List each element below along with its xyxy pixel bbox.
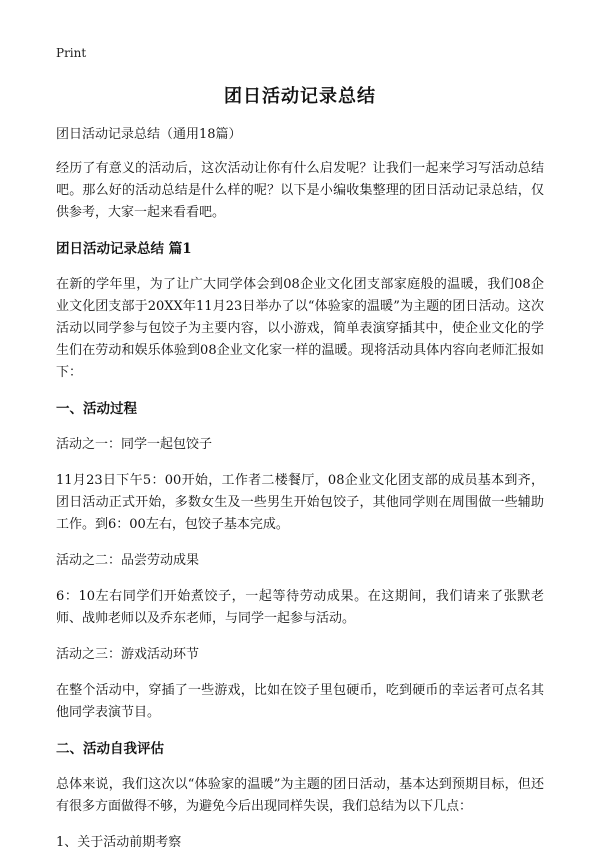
evaluation-point-1: 1、关于活动前期考察 — [56, 835, 182, 850]
page-title: 团日活动记录总结 — [224, 86, 376, 107]
section-heading-process: 一、活动过程 — [56, 401, 137, 417]
activity3-title: 活动之三：游戏活动环节 — [56, 647, 200, 662]
activity3-text: 在整个活动中，穿插了一些游戏，比如在饺子里包硬币，吃到硬币的幸运者可点名其他同学表演节目。 — [56, 683, 544, 720]
intro-paragraph: 经历了有意义的活动后，这次活动让你有什么启发呢？让我们一起来学习写活动总结吧。那么好的活动总结是什么样的呢？以下是小编收集整理的团日活动记录总结，仅供参考，大家一起来看看吧。 — [56, 161, 544, 220]
evaluation-paragraph: 总体来说，我们这次以“体验家的温暖”为主题的团日活动，基本达到预期目标，但还有很多方面做得不够，为避免今后出现同样失误，我们总结为以下几点： — [56, 777, 544, 814]
activity2-title: 活动之二：品尝劳动成果 — [56, 553, 200, 568]
article-heading: 团日活动记录总结 篇1 — [56, 241, 192, 257]
activity1-title: 活动之一：同学一起包饺子 — [56, 437, 213, 452]
article-intro-paragraph: 在新的学年里，为了让广大同学体会到08企业文化团支部家庭般的温暖，我们08企业文化团支部于20XX年11月23日举办了以“体验家的温暖”为主题的团日活动。这次活动以同学参与包饺子为主要内容，以小游戏，简单表演穿插其中，使企业文化的学生们在劳动和娱乐体验到08企业文化家一样的温暖。现将活动具体内容向老师汇报如下： — [56, 277, 544, 380]
document-subtitle: 团日活动记录总结（通用18篇） — [56, 127, 242, 142]
activity1-text: 11月23日下午5：00开始，工作者二楼餐厅，08企业文化团支部的成员基本到齐，团日活动正式开始，多数女生及一些男生开始包饺子，其他同学则在周围做一些辅助工作。到6：00左右，包饺子基本完成。 — [56, 473, 544, 532]
print-link[interactable]: Print — [56, 46, 87, 60]
activity2-text: 6：10左右同学们开始煮饺子，一起等待劳动成果。在这期间，我们请来了张默老师、战帅老师以及乔东老师，与同学一起参与活动。 — [56, 589, 544, 626]
section-heading-evaluation: 二、活动自我评估 — [56, 741, 164, 757]
